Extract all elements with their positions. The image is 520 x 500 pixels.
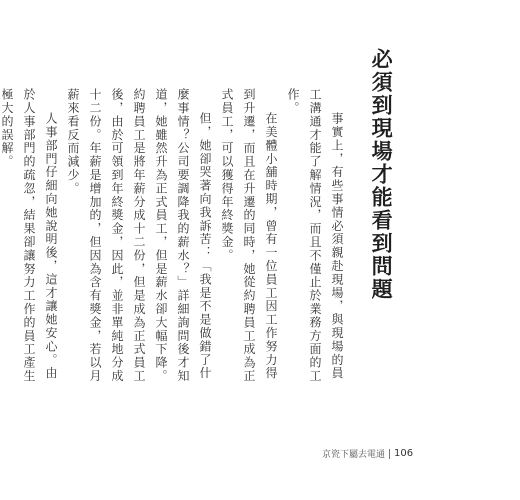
- page-footer: [322, 447, 413, 460]
- section-heading: 必須到現場才能看到問題: [369, 48, 394, 301]
- body-text: [0, 88, 348, 388]
- footer-divider: [389, 449, 390, 459]
- paragraph-3: 但，她卻哭著向我訴苦：「我是不是做錯了什麼事情？公司要調降我的薪水？」詳細詢問後才知道，她雖然升為正式員工，但是薪水卻大幅下降。約聘員工是將年薪分成十二份，但是成為正式員工後，由於可領到年終獎金，因此，並非單純地分成十二份。年薪是增加的，但因為含有獎金，若以月薪來看反而減少。: [66, 88, 212, 383]
- paragraph-2: 在美體小舖時期，曾有一位員工因工作努力得到升遷，而且在升遷的同時，她從約聘員工成為正式員工，可以獲得年終獎金。: [220, 88, 278, 383]
- page-number: 106: [394, 448, 414, 459]
- paragraph-4: 人事部門仔細向她說明後，這才讓她安心。由於人事部門的疏忽，結果卻讓努力工作的員工產生極大的誤解。: [0, 88, 58, 383]
- running-title: 京瓷下屬去電通: [322, 450, 386, 460]
- paragraph-1: 事實上，有些事情必須親赴現場，與現場的員工溝通才能了解情況，而且不僅止於業務方面的工作。: [286, 88, 344, 383]
